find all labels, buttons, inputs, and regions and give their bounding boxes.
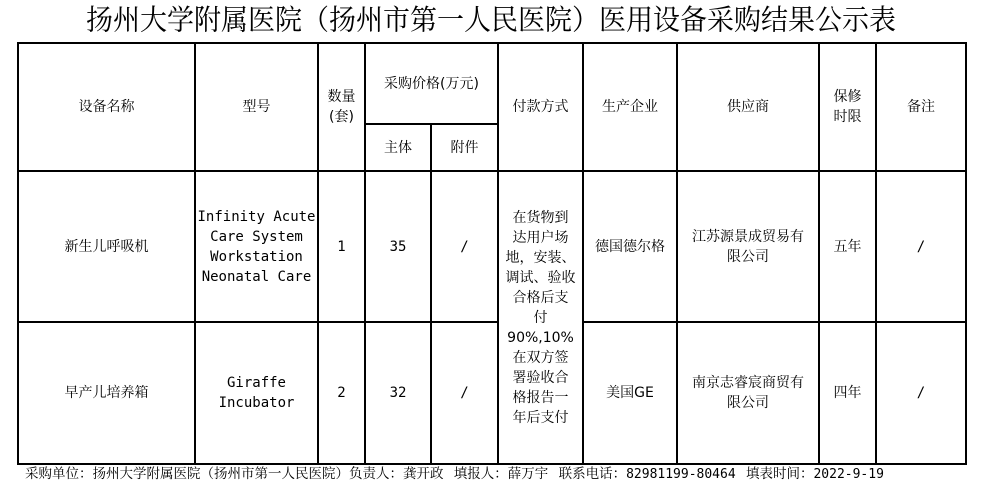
cell-price-accessory: / xyxy=(431,322,498,464)
model-line: Care System xyxy=(210,228,303,245)
header-qty-line1: 数量 xyxy=(327,89,356,105)
header-remarks: 备注 xyxy=(876,43,966,171)
table-row xyxy=(18,322,966,464)
cell-model xyxy=(195,322,318,464)
header-qty xyxy=(318,43,365,171)
payment-line: 合格后支 xyxy=(512,289,569,306)
footer-responsible: 负责人：龚开政 xyxy=(349,466,444,482)
cell-supplier xyxy=(677,322,819,464)
header-model: 型号 xyxy=(195,43,318,171)
supplier-line: 限公司 xyxy=(727,248,769,265)
cell-name: 新生儿呼吸机 xyxy=(18,171,195,322)
procurement-table xyxy=(17,42,967,465)
footer-date: 2022-9-19 xyxy=(813,467,884,482)
cell-warranty: 四年 xyxy=(819,322,876,464)
cell-payment xyxy=(498,171,583,464)
cell-name: 早产儿培养箱 xyxy=(18,322,195,464)
payment-line: 署验收合 xyxy=(512,369,569,386)
header-warranty xyxy=(819,43,876,171)
payment-line: 调试、验收 xyxy=(505,269,576,286)
payment-line: 达用户场 xyxy=(512,229,569,246)
header-warranty-line1: 保修 xyxy=(833,89,862,105)
payment-line: 格报告一 xyxy=(512,389,569,406)
cell-price-main: 32 xyxy=(365,322,431,464)
footer-info xyxy=(25,463,890,486)
header-price-accessory: 附件 xyxy=(431,124,498,171)
cell-price-main: 35 xyxy=(365,171,431,322)
cell-manufacturer: 美国GE xyxy=(583,322,677,464)
cell-supplier xyxy=(677,171,819,322)
payment-line: 在货物到 xyxy=(512,209,569,226)
header-manufacturer: 生产企业 xyxy=(583,43,677,171)
cell-qty: 2 xyxy=(318,322,365,464)
supplier-line: 江苏源景成贸易有 xyxy=(692,228,804,245)
model-line: Infinity Acute xyxy=(197,208,316,225)
payment-line: 年后支付 xyxy=(512,409,569,426)
table-row xyxy=(18,171,966,322)
footer-purchaser: 采购单位：扬州大学附属医院（扬州市第一人民医院） xyxy=(25,466,349,482)
header-supplier: 供应商 xyxy=(677,43,819,171)
page-title: 扬州大学附属医院（扬州市第一人民医院）医用设备采购结果公示表 xyxy=(86,4,896,37)
supplier-line: 限公司 xyxy=(727,395,769,411)
cell-remarks: / xyxy=(876,322,966,464)
supplier-line: 南京志睿宸商贸有 xyxy=(692,375,804,391)
payment-line: 付 90%,10% xyxy=(507,309,574,346)
header-price-main: 主体 xyxy=(365,124,431,171)
model-line: Incubator xyxy=(218,395,295,411)
cell-warranty: 五年 xyxy=(819,171,876,322)
header-name: 设备名称 xyxy=(18,43,195,171)
footer-phone-label: 联系电话： xyxy=(558,466,627,482)
payment-line: 地，安装、 xyxy=(505,249,576,266)
cell-model xyxy=(195,171,318,322)
header-price-group: 采购价格(万元) xyxy=(365,43,498,124)
cell-remarks: / xyxy=(876,171,966,322)
cell-manufacturer: 德国德尔格 xyxy=(583,171,677,322)
payment-line: 在双方签 xyxy=(512,349,569,366)
model-line: Neonatal Care xyxy=(201,268,312,285)
header-warranty-line2: 时限 xyxy=(833,109,862,125)
header-payment: 付款方式 xyxy=(498,43,583,171)
footer-filler: 填报人：薛万宇 xyxy=(453,466,549,482)
model-line: Giraffe xyxy=(226,375,286,391)
footer-date-label: 填表时间： xyxy=(745,466,814,482)
cell-qty: 1 xyxy=(318,171,365,322)
model-line: Workstation xyxy=(210,248,303,265)
header-qty-line2: (套) xyxy=(329,109,354,125)
cell-price-accessory: / xyxy=(431,171,498,322)
footer-phone: 82981199-80464 xyxy=(626,467,736,482)
